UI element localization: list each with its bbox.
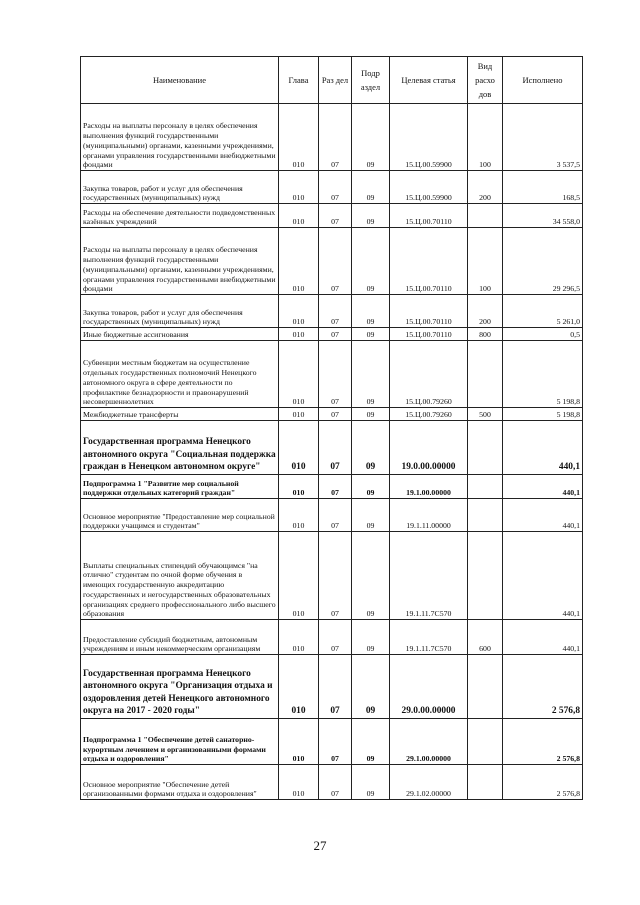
cell-glava: 010 xyxy=(279,295,319,328)
cell-glava: 010 xyxy=(279,655,319,719)
cell-glava: 010 xyxy=(279,765,319,800)
cell-name: Государственная программа Ненецкого автономного округа "Социальная поддержка граждан в Ненецком автономном округе" xyxy=(81,421,279,475)
cell-podrazdel: 09 xyxy=(352,228,390,295)
cell-celevaya-statya: 19.1.11.7С570 xyxy=(390,620,468,655)
cell-razdel: 07 xyxy=(319,295,352,328)
cell-glava: 010 xyxy=(279,719,319,765)
cell-celevaya-statya: 19.1.11.00000 xyxy=(390,499,468,532)
cell-name: Подпрограмма 1 "Развитие мер социальной поддержки отдельных категорий граждан" xyxy=(81,475,279,499)
cell-vid-rashodov xyxy=(468,499,503,532)
cell-name: Выплаты специальных стипендий обучающимся "на отлично" студентам по очной форме обучения в имеющих государственную аккредитацию государственных и негосударственных образовательных организациях среднего профессионального либо высшего образования xyxy=(81,532,279,620)
cell-podrazdel: 09 xyxy=(352,204,390,228)
cell-amount: 34 558,0 xyxy=(503,204,583,228)
cell-amount: 29 296,5 xyxy=(503,228,583,295)
cell-vid-rashodov xyxy=(468,765,503,800)
cell-podrazdel: 09 xyxy=(352,408,390,421)
cell-razdel: 07 xyxy=(319,204,352,228)
table-row xyxy=(81,421,583,475)
cell-name: Иные бюджетные ассигнования xyxy=(81,328,279,341)
cell-podrazdel: 09 xyxy=(352,295,390,328)
cell-podrazdel: 09 xyxy=(352,719,390,765)
cell-podrazdel: 09 xyxy=(352,171,390,204)
cell-glava: 010 xyxy=(279,204,319,228)
cell-name: Субвенции местным бюджетам на осуществление отдельных государственных полномочий Ненецкого автономного округа в сфере деятельности по профилактике безнадзорности и правонарушений несовершеннолетних xyxy=(81,341,279,408)
cell-razdel: 07 xyxy=(319,421,352,475)
table-row xyxy=(81,204,583,228)
cell-amount: 440,1 xyxy=(503,532,583,620)
cell-amount: 5 261,0 xyxy=(503,295,583,328)
cell-amount: 3 537,5 xyxy=(503,104,583,171)
col-header-podrazdel: Подр аздел xyxy=(352,57,390,104)
cell-podrazdel: 09 xyxy=(352,620,390,655)
cell-celevaya-statya: 15.Ц.00.79260 xyxy=(390,341,468,408)
table-row xyxy=(81,228,583,295)
table-row xyxy=(81,499,583,532)
cell-celevaya-statya: 15.Ц.00.79260 xyxy=(390,408,468,421)
cell-razdel: 07 xyxy=(319,104,352,171)
col-header-glava: Глава xyxy=(279,57,319,104)
cell-celevaya-statya: 15.Ц.00.59900 xyxy=(390,171,468,204)
table-row xyxy=(81,295,583,328)
cell-vid-rashodov: 100 xyxy=(468,104,503,171)
col-header-vid-rashodov: Вид расхо дов xyxy=(468,57,503,104)
cell-amount: 440,1 xyxy=(503,499,583,532)
cell-razdel: 07 xyxy=(319,475,352,499)
cell-vid-rashodov xyxy=(468,655,503,719)
cell-glava: 010 xyxy=(279,499,319,532)
cell-razdel: 07 xyxy=(319,765,352,800)
col-header-name: Наименование xyxy=(81,57,279,104)
cell-podrazdel: 09 xyxy=(352,104,390,171)
cell-celevaya-statya: 15.Ц.00.59900 xyxy=(390,104,468,171)
cell-vid-rashodov xyxy=(468,719,503,765)
cell-name: Расходы на выплаты персоналу в целях обеспечения выполнения функций государственными (муниципальными) органами, казенными учреждениями, органами управления государственными внебюджетными фондами xyxy=(81,104,279,171)
cell-name: Предоставление субсидий бюджетным, автономным учреждениям и иным некоммерческим организациям xyxy=(81,620,279,655)
cell-vid-rashodov xyxy=(468,204,503,228)
table-row xyxy=(81,171,583,204)
cell-vid-rashodov: 600 xyxy=(468,620,503,655)
cell-name: Расходы на выплаты персоналу в целях обеспечения выполнения функций государственными (муниципальными) органами, казенными учреждениями, органами управления государственными внебюджетными фондами xyxy=(81,228,279,295)
table-row xyxy=(81,408,583,421)
cell-celevaya-statya: 19.0.00.00000 xyxy=(390,421,468,475)
cell-vid-rashodov: 100 xyxy=(468,228,503,295)
cell-razdel: 07 xyxy=(319,408,352,421)
cell-razdel: 07 xyxy=(319,655,352,719)
col-header-razdel: Раз дел xyxy=(319,57,352,104)
cell-podrazdel: 09 xyxy=(352,655,390,719)
cell-vid-rashodov xyxy=(468,475,503,499)
cell-amount: 5 198,8 xyxy=(503,341,583,408)
cell-glava: 010 xyxy=(279,328,319,341)
cell-celevaya-statya: 29.0.00.00000 xyxy=(390,655,468,719)
cell-podrazdel: 09 xyxy=(352,328,390,341)
cell-vid-rashodov: 200 xyxy=(468,171,503,204)
cell-razdel: 07 xyxy=(319,171,352,204)
budget-table xyxy=(80,56,583,800)
col-header-celevaya-statya: Целевая статья xyxy=(390,57,468,104)
table-row xyxy=(81,532,583,620)
cell-razdel: 07 xyxy=(319,341,352,408)
cell-name: Государственная программа Ненецкого автономного округа "Организация отдыха и оздоровления детей Ненецкого автономного округа на 2017 - 2020 годы" xyxy=(81,655,279,719)
cell-vid-rashodov xyxy=(468,532,503,620)
cell-vid-rashodov xyxy=(468,341,503,408)
cell-razdel: 07 xyxy=(319,532,352,620)
cell-amount: 0,5 xyxy=(503,328,583,341)
cell-glava: 010 xyxy=(279,620,319,655)
cell-podrazdel: 09 xyxy=(352,475,390,499)
cell-podrazdel: 09 xyxy=(352,421,390,475)
table-row xyxy=(81,328,583,341)
cell-vid-rashodov: 200 xyxy=(468,295,503,328)
cell-name: Подпрограмма 1 "Обеспечение детей санаторно-курортным лечением и организованными формами отдыха и оздоровления" xyxy=(81,719,279,765)
cell-glava: 010 xyxy=(279,421,319,475)
cell-podrazdel: 09 xyxy=(352,765,390,800)
cell-amount: 2 576,8 xyxy=(503,765,583,800)
cell-celevaya-statya: 15.Ц.00.70110 xyxy=(390,228,468,295)
cell-glava: 010 xyxy=(279,228,319,295)
cell-amount: 5 198,8 xyxy=(503,408,583,421)
cell-podrazdel: 09 xyxy=(352,532,390,620)
cell-podrazdel: 09 xyxy=(352,341,390,408)
cell-name: Закупка товаров, работ и услуг для обеспечения государственных (муниципальных) нужд xyxy=(81,295,279,328)
cell-glava: 010 xyxy=(279,408,319,421)
cell-razdel: 07 xyxy=(319,328,352,341)
cell-name: Закупка товаров, работ и услуг для обеспечения государственных (муниципальных) нужд xyxy=(81,171,279,204)
table-row xyxy=(81,104,583,171)
cell-vid-rashodov: 800 xyxy=(468,328,503,341)
cell-glava: 010 xyxy=(279,532,319,620)
cell-amount: 168,5 xyxy=(503,171,583,204)
cell-celevaya-statya: 19.1.00.00000 xyxy=(390,475,468,499)
cell-glava: 010 xyxy=(279,171,319,204)
cell-name: Основное мероприятие "Предоставление мер социальной поддержки учащимся и студентам" xyxy=(81,499,279,532)
table-row xyxy=(81,655,583,719)
cell-glava: 010 xyxy=(279,104,319,171)
cell-name: Расходы на обеспечение деятельности подведомственных казённых учреждений xyxy=(81,204,279,228)
cell-amount: 440,1 xyxy=(503,475,583,499)
cell-celevaya-statya: 29.1.02.00000 xyxy=(390,765,468,800)
cell-podrazdel: 09 xyxy=(352,499,390,532)
cell-celevaya-statya: 15.Ц.00.70110 xyxy=(390,295,468,328)
table-row xyxy=(81,475,583,499)
cell-glava: 010 xyxy=(279,475,319,499)
cell-name: Основное мероприятие "Обеспечение детей организованными формами отдыха и оздоровления" xyxy=(81,765,279,800)
cell-glava: 010 xyxy=(279,341,319,408)
cell-razdel: 07 xyxy=(319,228,352,295)
cell-celevaya-statya: 19.1.11.7С570 xyxy=(390,532,468,620)
table-row xyxy=(81,765,583,800)
col-header-ispolneno: Исполнено xyxy=(503,57,583,104)
cell-celevaya-statya: 29.1.00.00000 xyxy=(390,719,468,765)
cell-vid-rashodov xyxy=(468,421,503,475)
cell-amount: 440,1 xyxy=(503,620,583,655)
cell-razdel: 07 xyxy=(319,499,352,532)
table-row xyxy=(81,341,583,408)
cell-celevaya-statya: 15.Ц.00.70110 xyxy=(390,204,468,228)
cell-amount: 440,1 xyxy=(503,421,583,475)
cell-celevaya-statya: 15.Ц.00.70110 xyxy=(390,328,468,341)
cell-name: Межбюджетные трансферты xyxy=(81,408,279,421)
page-number: 27 xyxy=(313,838,327,853)
cell-vid-rashodov: 500 xyxy=(468,408,503,421)
cell-amount: 2 576,8 xyxy=(503,719,583,765)
cell-razdel: 07 xyxy=(319,620,352,655)
cell-amount: 2 576,8 xyxy=(503,655,583,719)
header-row xyxy=(81,57,583,104)
table-row xyxy=(81,719,583,765)
cell-razdel: 07 xyxy=(319,719,352,765)
table-row xyxy=(81,620,583,655)
